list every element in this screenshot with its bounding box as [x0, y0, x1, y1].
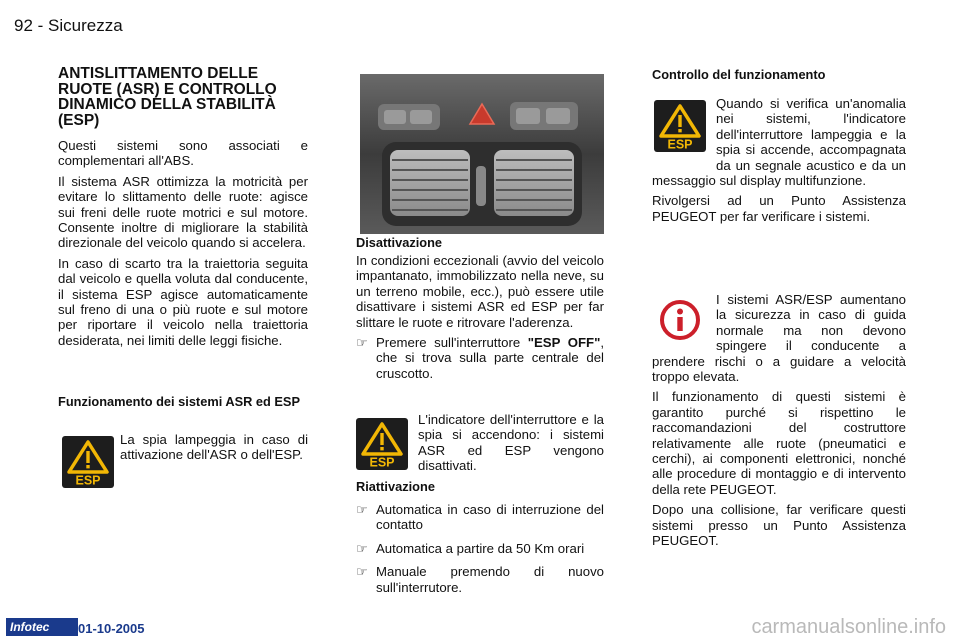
- infotec-logo: Infotec: [6, 618, 78, 636]
- bullet-esp-off-text: Premere sull'interruttore "ESP OFF", che si trova sulla parte centrale del cruscotto.: [376, 335, 604, 381]
- hand-pointer-icon: ☞: [356, 335, 368, 351]
- paragraph-asr: Il sistema ASR ottimizza la motricità per evitare lo slittamento delle ruote: agisce sui freni delle ruote motrici e sul motore. Consente inoltre di migliorare la stabilità direzionale del veicolo quando si accelera.: [58, 173, 308, 251]
- paragraph-info: I sistemi ASR/ESP aumentano la sicurezza in caso di guida normale ma non devono spingere il conducente a prendere rischi o a guidare a velocità troppo elevata.: [652, 292, 906, 385]
- column-2: [356, 235, 604, 381]
- list-item: ☞ Automatica in caso di interruzione del contatto: [356, 502, 604, 533]
- svg-text:ESP: ESP: [369, 455, 395, 470]
- footer-date: 01-10-2005: [78, 621, 145, 636]
- paragraph-assistance: Rivolgersi ad un Punto Assistenza PEUGEOT per far verificare i sistemi.: [652, 193, 906, 224]
- list-item: ☞ Automatica a partire da 50 Km orari: [356, 540, 585, 556]
- paragraph-anomaly: Quando si verifica un'anomalia nei sistemi, l'indicatore dell'interruttore lampeggia e la spia si accende, accompagnata da un segnale acustico e da un messaggio sul display multifunzione.: [652, 96, 906, 189]
- esp-warning-icon: [62, 436, 114, 488]
- esp-warning-icon-2: [356, 418, 408, 470]
- bullet-esp-off: [356, 335, 604, 381]
- hand-pointer-icon: ☞: [356, 564, 368, 580]
- column-3-anomaly: [652, 96, 906, 229]
- heading-deactivation: Disattivazione: [356, 235, 443, 250]
- column-3-heading: [652, 67, 906, 82]
- column-3-info: [652, 292, 906, 554]
- column-2-reactivation: [356, 479, 604, 595]
- paragraph-functioning: Il funzionamento di questi sistemi è garantito purché si rispettino le raccomandazioni del costruttore relativamente alle ruote (pneumatici e cerchi), ai componenti elettronici, nonché alle procedure di montaggio e di intervento della rete PEUGEOT.: [652, 389, 906, 497]
- hand-pointer-icon: ☞: [356, 502, 368, 517]
- watermark: carmanualsonline.info: [751, 616, 946, 638]
- heading-reactivation: Riattivazione: [356, 479, 435, 494]
- column-1: [58, 66, 308, 353]
- heading-check: Controllo del funzionamento: [652, 67, 826, 82]
- sub-heading-function: Funzionamento dei sistemi ASR ed ESP: [58, 394, 300, 409]
- svg-text:ESP: ESP: [75, 473, 101, 488]
- section-heading: ANTISLITTAMENTO DELLE RUOTE (ASR) E CONTROLLO DINAMICO DELLA STABILITÀ (ESP): [58, 65, 277, 129]
- page-title: 92 - Sicurezza: [14, 16, 123, 35]
- dashboard-photo: [360, 74, 604, 234]
- svg-text:ESP: ESP: [667, 137, 693, 152]
- esp-blink-text: La spia lampeggia in caso di attivazione dell'ASR o dell'ESP.: [120, 432, 308, 463]
- hand-pointer-icon: ☞: [356, 540, 368, 556]
- esp-off-label: "ESP OFF": [527, 335, 601, 351]
- paragraph-deactivation: In condizioni eccezionali (avvio del veicolo impantanato, immobilizzato nella neve, su un terreno mobile, ecc.), può essere utile disattivare i sistemi ASR ed ESP per far slittare le ruote e ritrovare l'aderenza.: [356, 253, 604, 330]
- paragraph-intro: Questi sistemi sono associati e complementari all'ABS.: [58, 138, 308, 169]
- paragraph-esp: In caso di scarto tra la traiettoria seguita dal veicolo e quella voluta dal conducente, il sistema ESP agisce automaticamente sul freno di una o più ruote e sul motore per riportare il veicolo nella traiettoria desiderata, nei limiti delle leggi fisiche.: [58, 255, 308, 348]
- paragraph-collision: Dopo una collisione, far verificare questi sistemi presso un Punto Assistenza PEUGEOT.: [652, 502, 906, 549]
- list-item: ☞ Manuale premendo di nuovo sull'interrutore.: [356, 564, 604, 595]
- esp-off-indicator-text: L'indicatore dell'interruttore e la spia si accendono: i sistemi ASR ed ESP vengono disattivati.: [418, 412, 604, 474]
- column-1-sub: [58, 394, 304, 409]
